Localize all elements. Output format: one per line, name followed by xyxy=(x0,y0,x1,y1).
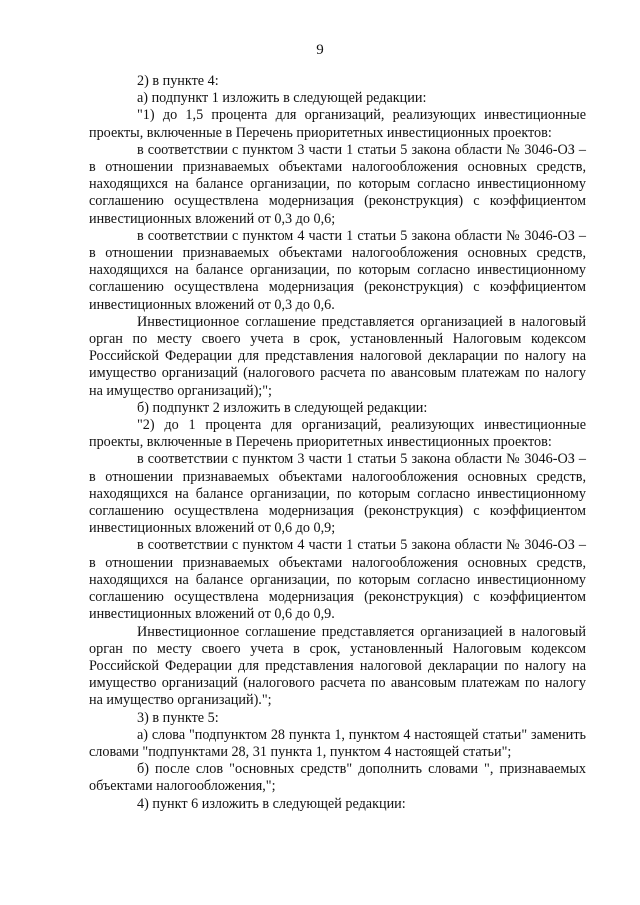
page-number: 9 xyxy=(316,42,324,58)
paragraph-subitem-2-clause-4: в соответствии с пунктом 4 части 1 статьи 5 закона области № 3046-ОЗ – в отношении признаваемых объектами налогообложения основных средств, находящихся на балансе организации, по которым согласно инвестиционному соглашению осуществлена модернизация (реконструкция) с коэффициентом инвестиционных вложений от 0,6 до 0,9. xyxy=(89,537,586,623)
paragraph-point-5-subitem-a: а) слова "подпунктом 28 пункта 1, пунктом 4 настоящей статьи" заменить словами "подпунктами 28, 31 пункта 1, пунктом 4 настоящей статьи"; xyxy=(89,726,586,760)
paragraph-item-3-in-point-5: 3) в пункте 5: xyxy=(137,709,219,726)
document-body xyxy=(89,73,586,813)
paragraph-subitem-b-intro: б) подпункт 2 изложить в следующей редакции: xyxy=(137,399,428,416)
paragraph-subitem-1-clause-3: в соответствии с пунктом 3 части 1 статьи 5 закона области № 3046-ОЗ – в отношении признаваемых объектами налогообложения основных средств, находящихся на балансе организации, по которым согласно инвестиционному соглашению осуществлена модернизация (реконструкция) с коэффициентом инвестиционных вложений от 0,3 до 0,6; xyxy=(89,141,586,227)
paragraph-subitem-1-clause-4: в соответствии с пунктом 4 части 1 статьи 5 закона области № 3046-ОЗ – в отношении признаваемых объектами налогообложения основных средств, находящихся на балансе организации, по которым согласно инвестиционному соглашению осуществлена модернизация (реконструкция) с коэффициентом инвестиционных вложений от 0,3 до 0,6. xyxy=(89,227,586,313)
paragraph-subitem-2-clause-3: в соответствии с пунктом 3 части 1 статьи 5 закона области № 3046-ОЗ – в отношении признаваемых объектами налогообложения основных средств, находящихся на балансе организации, по которым согласно инвестиционному соглашению осуществлена модернизация (реконструкция) с коэффициентом инвестиционных вложений от 0,6 до 0,9; xyxy=(89,451,586,537)
paragraph-subitem-a-intro: а) подпункт 1 изложить в следующей редакции: xyxy=(137,90,427,107)
paragraph-subitem-1-text: "1) до 1,5 процента для организаций, реализующих инвестиционные проекты, включенные в Перечень приоритетных инвестиционных проектов: xyxy=(89,107,586,141)
paragraph-item-2-in-point-4: 2) в пункте 4: xyxy=(137,73,219,89)
paragraph-point-5-subitem-b: б) после слов "основных средств" дополнить словами ", признаваемых объектами налогообложения,"; xyxy=(89,761,586,795)
paragraph-investment-agreement-1: Инвестиционное соглашение представляется организацией в налоговый орган по месту своего учета в срок, установленный Налоговым кодексом Российской Федерации для представления налоговой декларации по налогу на имущество организаций (налогового расчета по авансовым платежам по налогу на имущество организаций);"; xyxy=(89,313,586,399)
paragraph-item-4-point-6: 4) пункт 6 изложить в следующей редакции: xyxy=(137,795,406,812)
paragraph-investment-agreement-2: Инвестиционное соглашение представляется организацией в налоговый орган по месту своего учета в срок, установленный Налоговым кодексом Российской Федерации для представления налоговой декларации по налогу на имущество организаций (налогового расчета по авансовым платежам по налогу на имущество организаций)."; xyxy=(89,623,586,709)
paragraph-subitem-2-text: "2) до 1 процента для организаций, реализующих инвестиционные проекты, включенные в Перечень приоритетных инвестиционных проектов: xyxy=(89,417,586,451)
